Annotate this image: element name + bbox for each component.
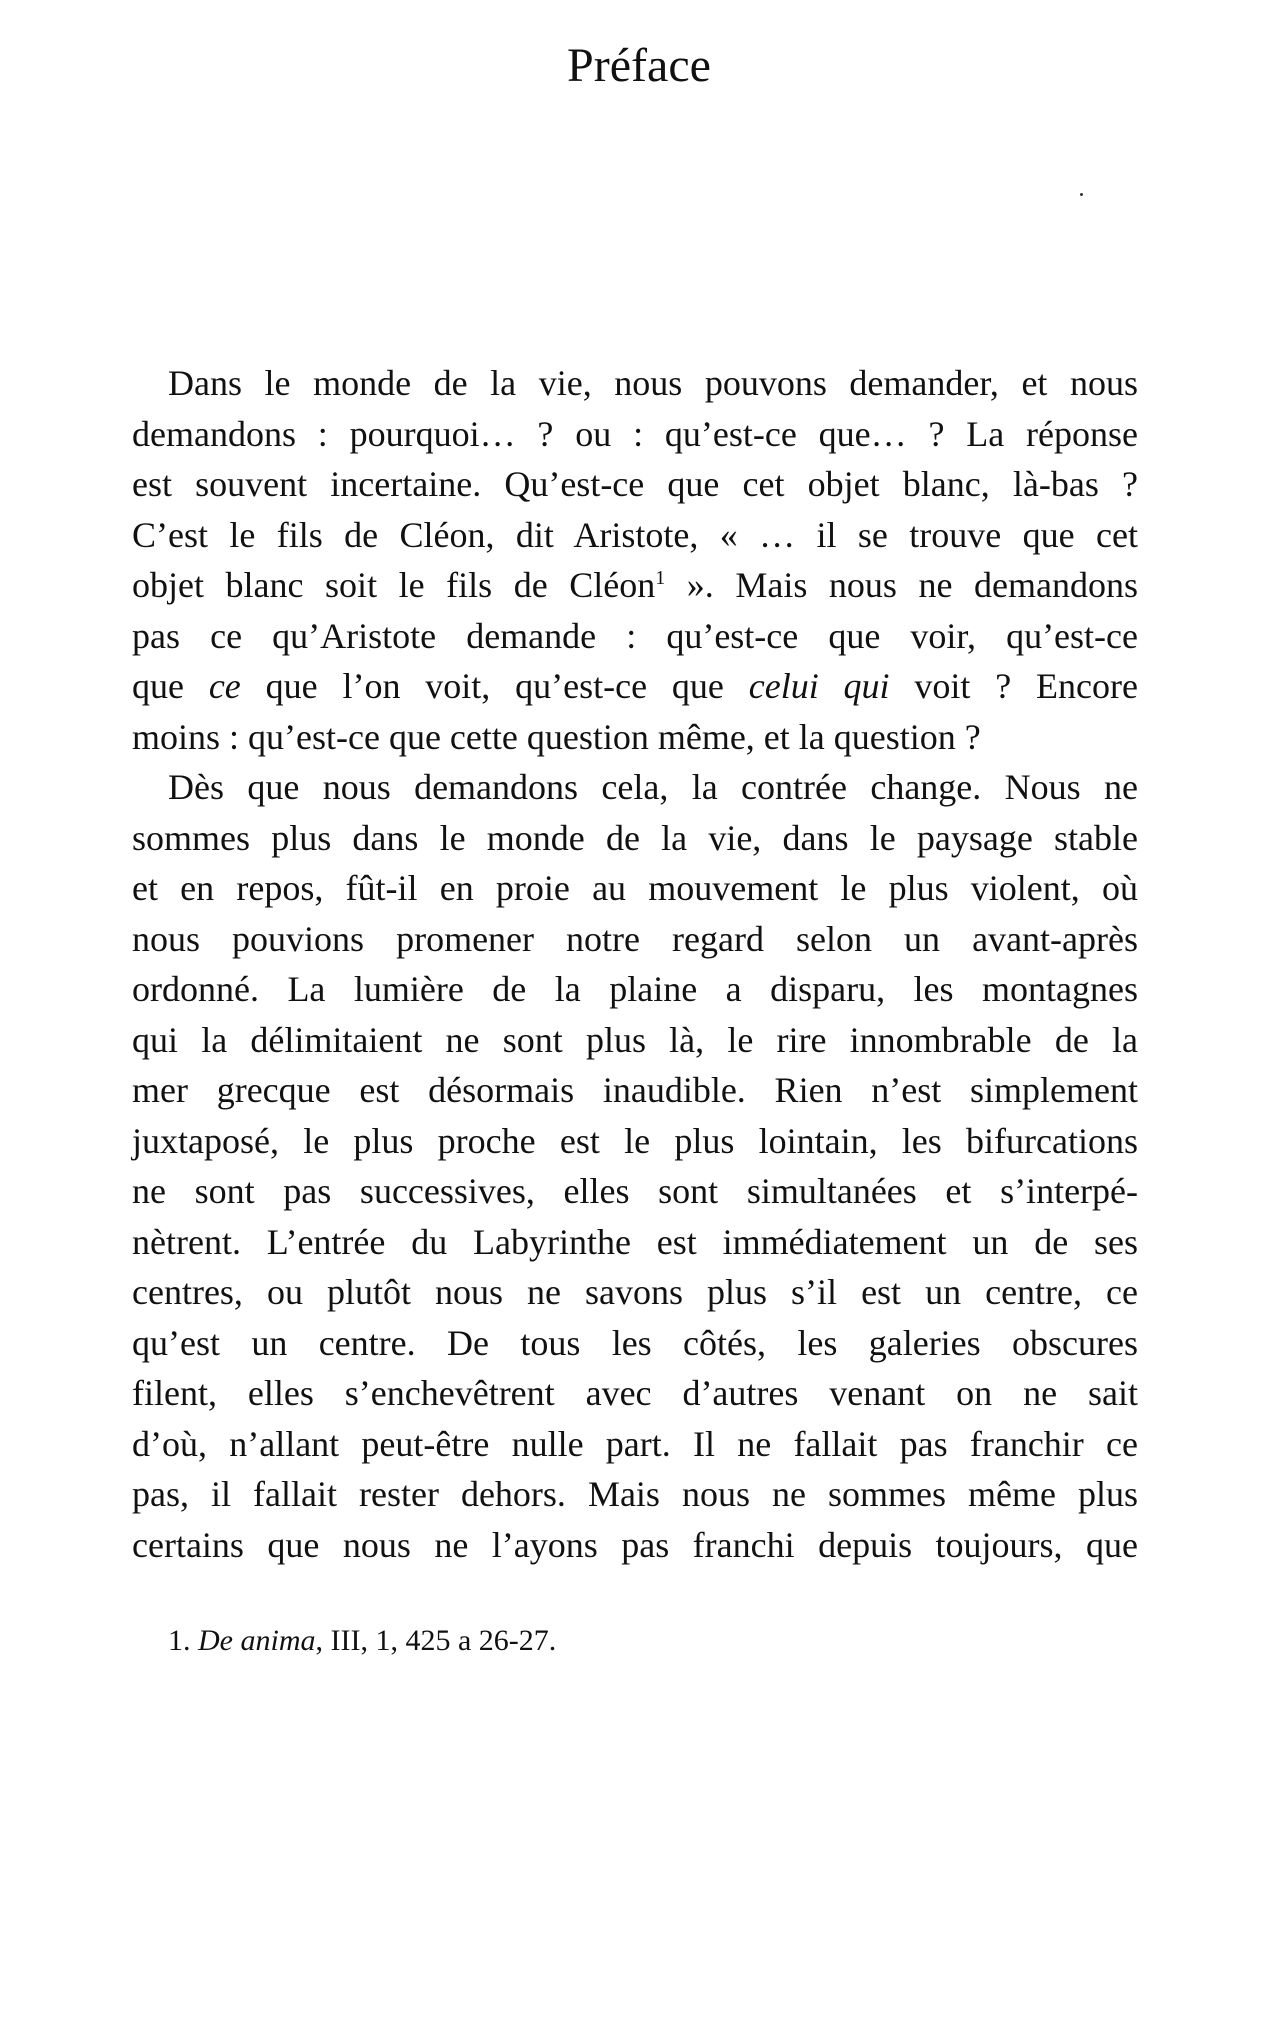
- text-line: d’où, n’allant peut-être nulle part. Il ne fallait pas franchir ce: [132, 1423, 1138, 1464]
- footnote-ref: 1: [655, 567, 666, 589]
- page-title: Préface: [567, 39, 711, 92]
- text-line: demandons : pourquoi… ? ou : qu’est-ce que… ? La réponse: [132, 413, 1138, 454]
- text-line: Dans le monde de la vie, nous pouvons demander, et nous: [168, 363, 1138, 403]
- text-line: moins : qu’est-ce que cette question même, et la question ?: [132, 716, 981, 757]
- text-line: que ce que l’on voit, qu’est-ce que celui qui voit ? Encore: [132, 666, 1138, 706]
- text-line: juxtaposé, le plus proche est le plus lointain, les bifurcations: [132, 1120, 1138, 1161]
- text-line: centres, ou plutôt nous ne savons plus s’il est un centre, ce: [132, 1272, 1138, 1312]
- preface-body: [132, 358, 1138, 1570]
- text-line: filent, elles s’enchevêtrent avec d’autres venant on ne sait: [132, 1373, 1138, 1413]
- print-speck: [1080, 193, 1083, 196]
- text-line: ne sont pas successives, elles sont simultanées et s’interpé-: [132, 1171, 1138, 1211]
- text-line: pas ce qu’Aristote demande : qu’est-ce que voir, qu’est-ce: [132, 615, 1138, 656]
- text-line: objet blanc soit le fils de Cléon$^1$ ». Mais nous ne demandons: [132, 565, 1138, 605]
- text-line: pas, il fallait rester dehors. Mais nous ne sommes même plus: [132, 1474, 1138, 1514]
- text-line: qu’est un centre. De tous les côtés, les galeries obscures: [132, 1322, 1138, 1363]
- text-line: Dès que nous demandons cela, la contrée change. Nous ne: [168, 767, 1138, 807]
- text-line: nous pouvions promener notre regard selon un avant-après: [132, 918, 1138, 959]
- text-line: qui la délimitaient ne sont plus là, le rire innombrable de la: [132, 1019, 1138, 1060]
- footnote: 1. De anima, III, 1, 425 a 26-27.: [168, 1624, 557, 1657]
- text-line: nètrent. L’entrée du Labyrinthe est immédiatement un de ses: [132, 1221, 1138, 1262]
- text-line: certains que nous ne l’ayons pas franchi depuis toujours, que: [132, 1524, 1138, 1565]
- text-line: et en repos, fût-il en proie au mouvement le plus violent, où: [132, 868, 1138, 908]
- text-line: C’est le fils de Cléon, dit Aristote, « … il se trouve que cet: [132, 514, 1138, 555]
- text-line: sommes plus dans le monde de la vie, dans le paysage stable: [132, 817, 1138, 858]
- text-line: est souvent incertaine. Qu’est-ce que cet objet blanc, là-bas ?: [132, 464, 1138, 504]
- text-line: mer grecque est désormais inaudible. Rien n’est simplement: [132, 1070, 1138, 1110]
- text-line: ordonné. La lumière de la plaine a disparu, les montagnes: [132, 969, 1138, 1009]
